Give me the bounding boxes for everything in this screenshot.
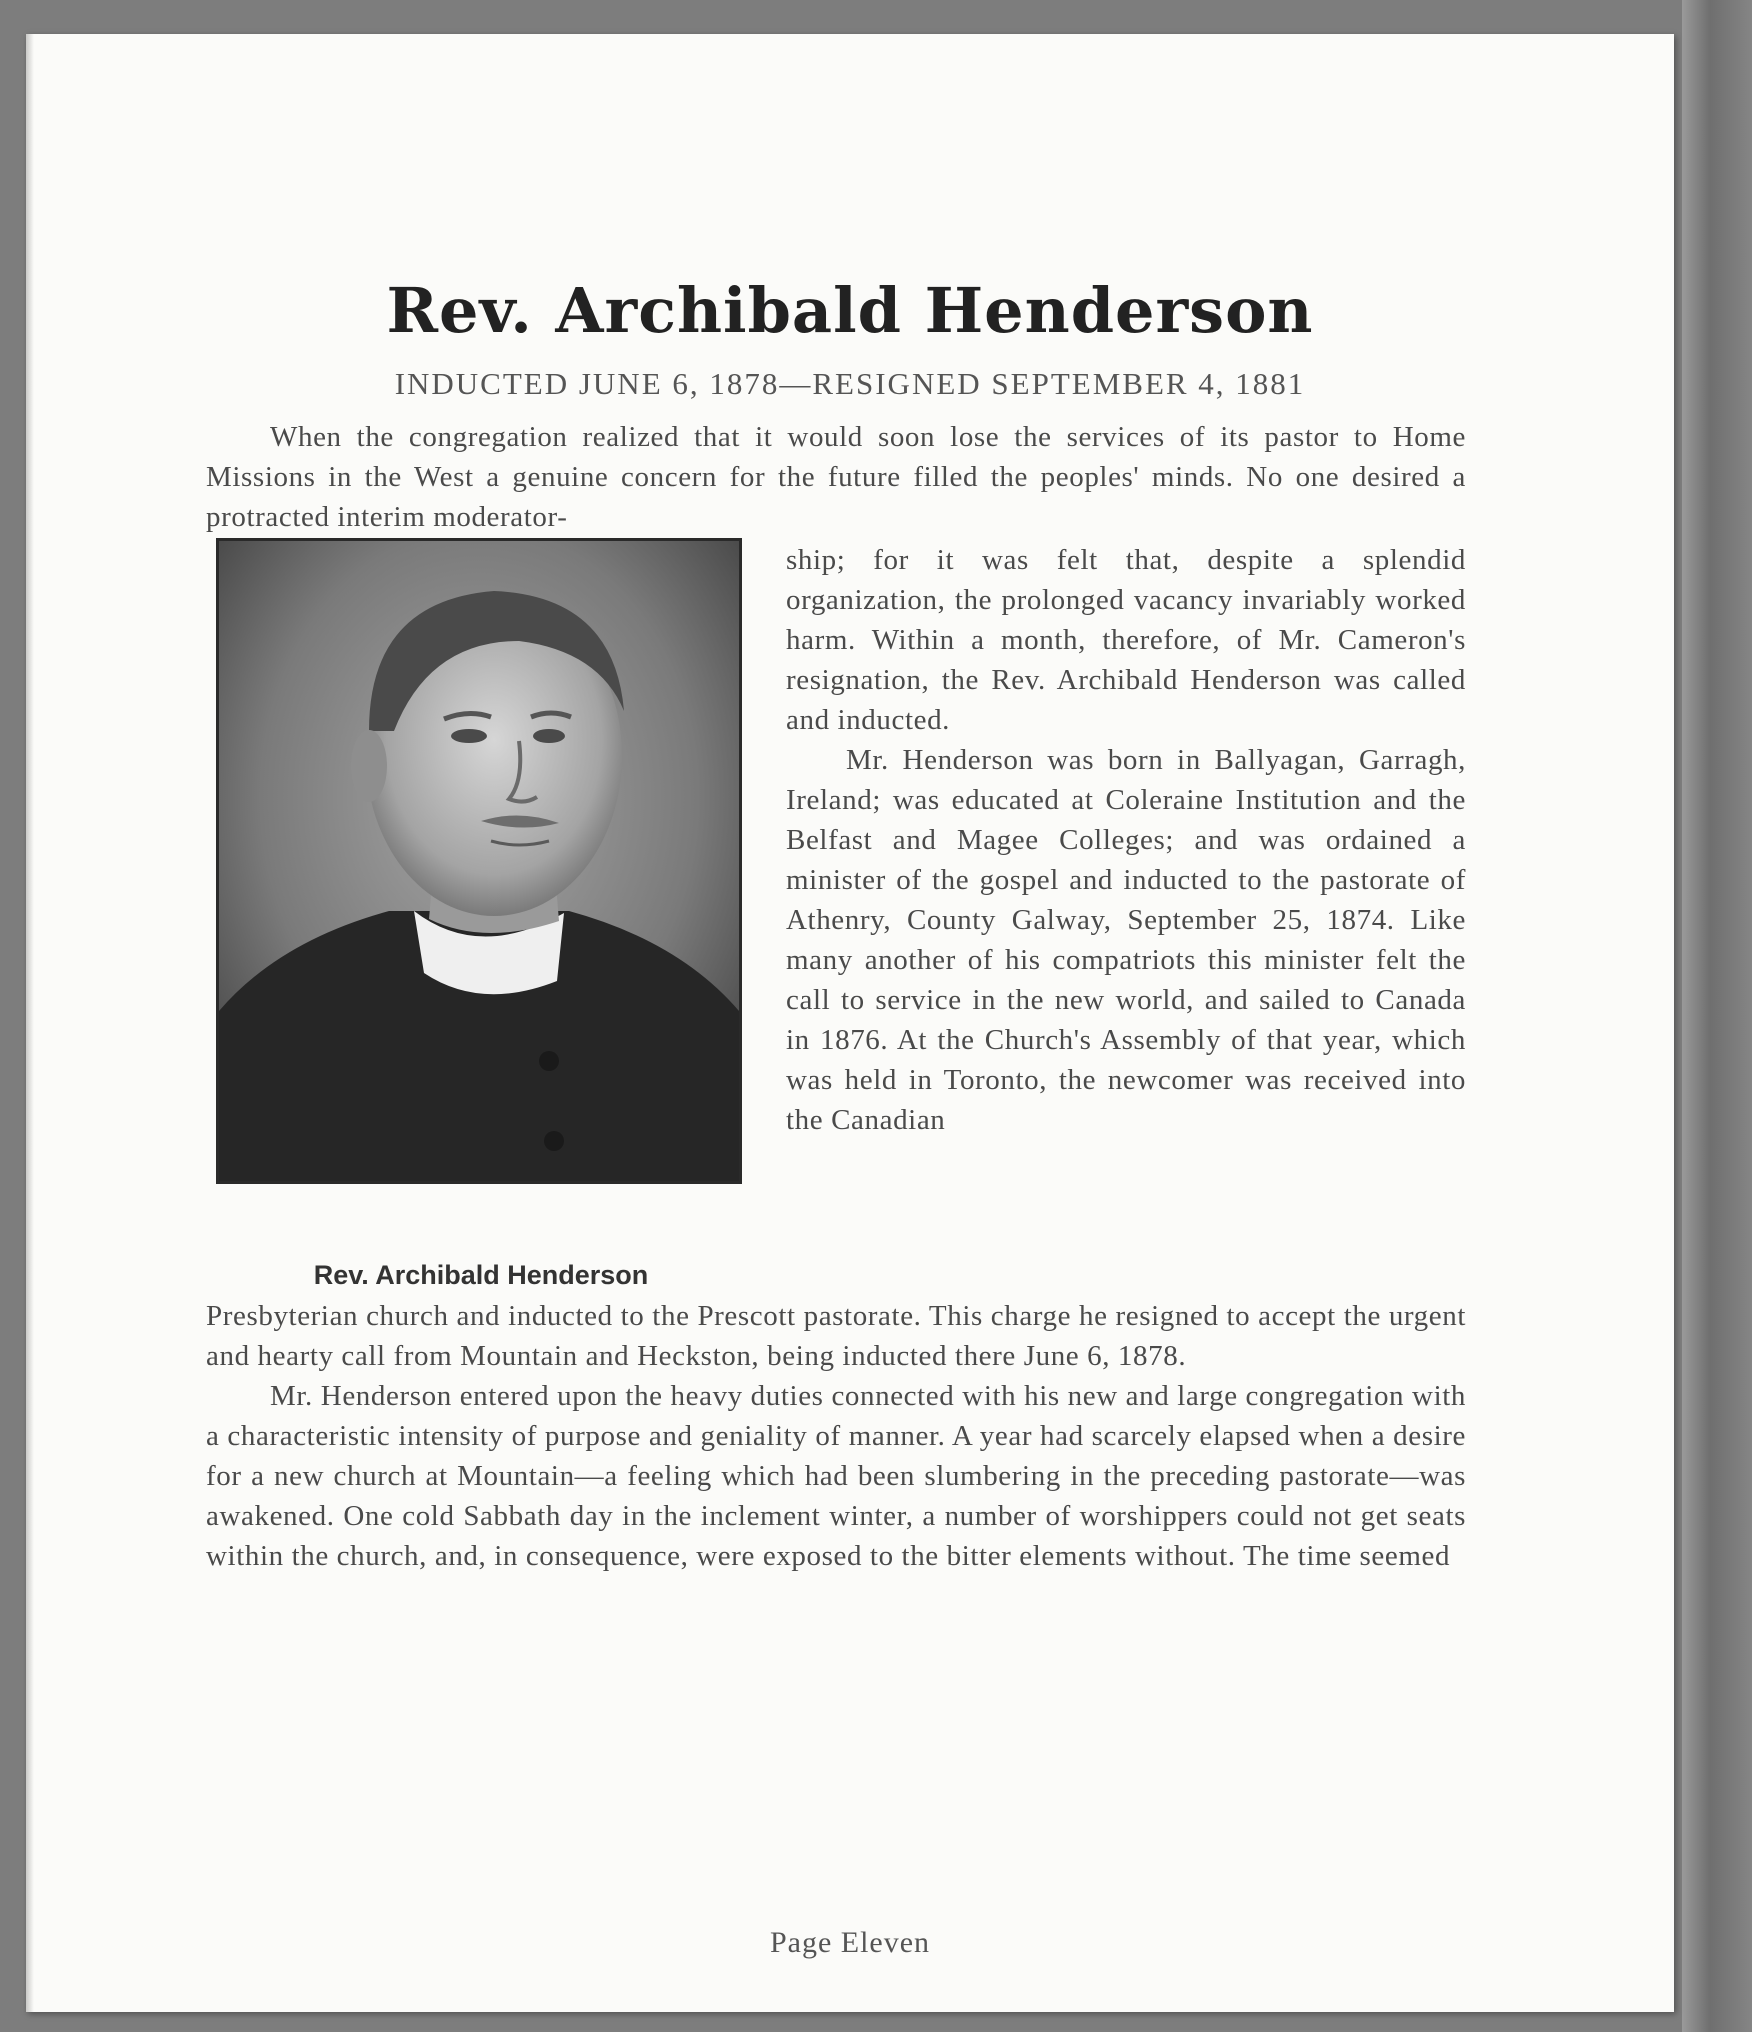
continuation-text: [206, 1296, 1466, 1576]
intro-text: When the congregation realized that it would soon lose the services of its pastor to Home Missions in the West a genuine concern for the future filled the peoples' minds. No one desired a protracted interim moderator-: [206, 421, 1466, 533]
right-column-text: [786, 540, 1466, 1140]
page-title: Rev. Archibald Henderson: [386, 274, 1314, 347]
right-column-paragraph-1: ship; for it was felt that, despite a splendid organization, the prolonged vacancy invariably worked harm. Within a month, therefore, of Mr. Cameron's resignation, the Rev. Archibald Henderson was called and inducted.: [786, 544, 1466, 736]
book-edge: [1682, 0, 1752, 2032]
right-column-paragraph-2: Mr. Henderson was born in Ballyagan, Garragh, Ireland; was educated at Coleraine Institution and the Belfast and Magee Colleges; and was ordained a minister of the gospel and inducted to the pastorate of Athenry, County Galway, September 25, 1874. Like many another of his compatriots this minister felt the call to service in the new world, and sailed to Canada in 1876. At the Church's Assembly of that year, which was held in Toronto, the newcomer was received into the Canadian: [786, 744, 1466, 1136]
page-subtitle: INDUCTED JUNE 6, 1878—RESIGNED SEPTEMBER 4, 1881: [394, 366, 1306, 401]
portrait-photo: [216, 538, 742, 1184]
page-number: Page Eleven: [769, 1926, 931, 1959]
portrait-caption: Rev. Archibald Henderson: [313, 1260, 649, 1290]
continuation-paragraph-2: Mr. Henderson entered upon the heavy duties connected with his new and large congregation with a characteristic intensity of purpose and geniality of manner. A year had scarcely elapsed when a desire for a new church at Mountain—a feeling which had been slumbering in the preceding pastorate—was awakened. One cold Sabbath day in the inclement winter, a number of worshippers could not get seats within the church, and, in consequence, were exposed to the bitter elements without. The time seemed: [206, 1380, 1466, 1572]
continuation-paragraph-1: Presbyterian church and inducted to the Prescott pastorate. This charge he resigned to accept the urgent and hearty call from Mountain and Heckston, being inducted there June 6, 1878.: [206, 1300, 1466, 1372]
intro-paragraph: [206, 417, 1466, 537]
document-page: [26, 34, 1674, 2012]
portrait-image: [219, 541, 739, 1181]
